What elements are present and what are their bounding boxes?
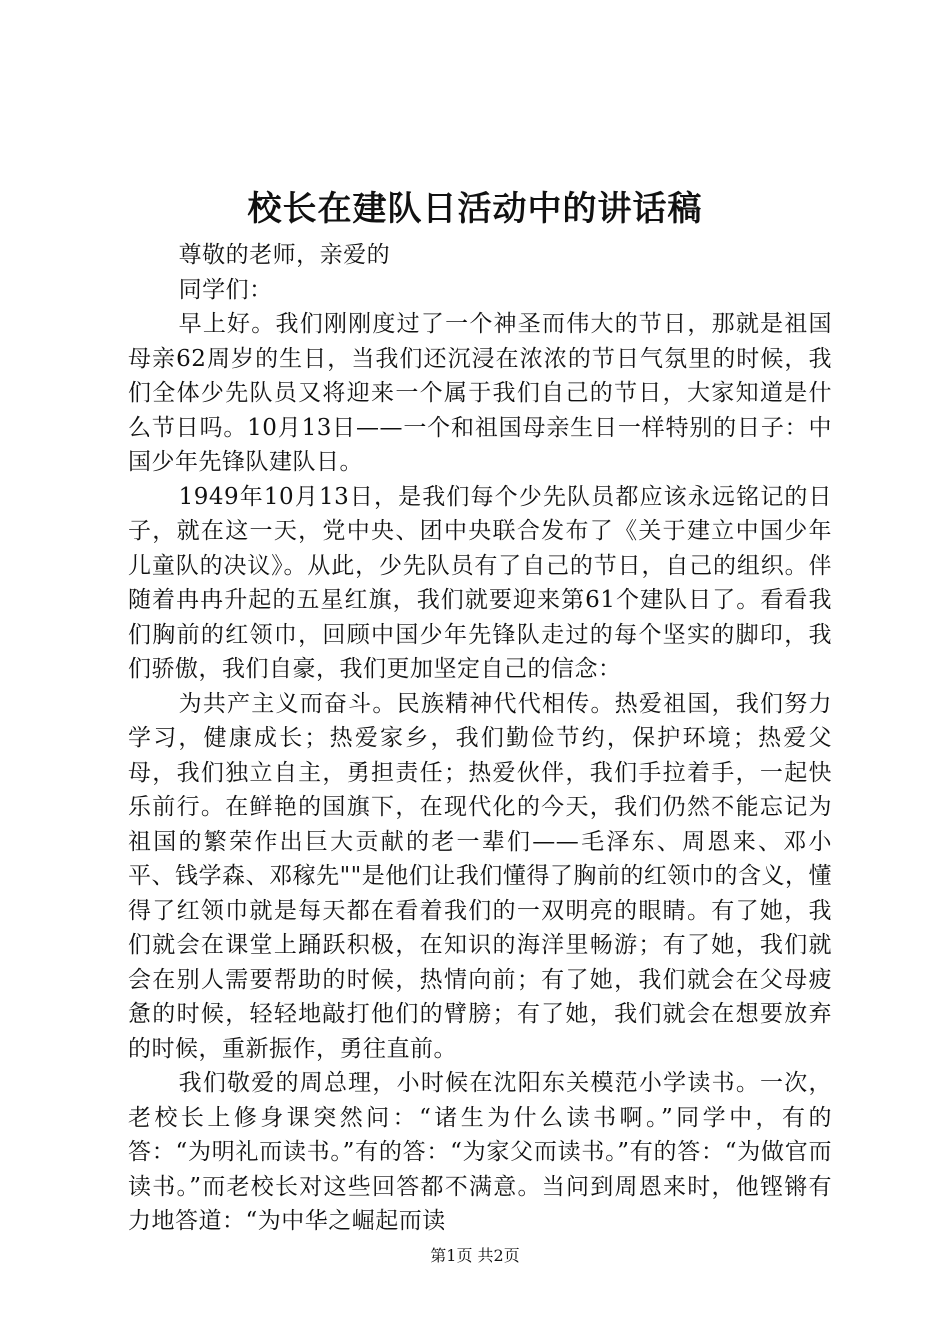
- paragraph-zhou-enlai: 我们敬爱的周总理，小时候在沈阳东关模范小学读书。一次，老校长上修身课突然问：“诸生为什么读书啊。”同学中，有的答：“为明礼而读书。”有的答：“为家父而读书。”有的答：“为做官而读书。”而老校长对这些回答都不满意。当问到周恩来时，他铿锵有力地答道：“为中华之崛起而读: [128, 1070, 832, 1234]
- paragraph-belief: 为共产主义而奋斗。民族精神代代相传。热爱祖国，我们努力学习，健康成长；热爱家乡，我们勤俭节约，保护环境；热爱父母，我们独立自主，勇担责任；热爱伙伴，我们手拉着手，一起快乐前行。在鲜艳的国旗下，在现代化的今天，我们仍然不能忘记为祖国的繁荣作出巨大贡献的老一辈们——毛泽东、周恩来、邓小平、钱学森、邓稼先""是他们让我们懂得了胸前的红领巾的含义，懂得了红领巾就是每天都在看着我们的一双明亮的眼睛。有了她，我们就会在课堂上踊跃积极，在知识的海洋里畅游；有了她，我们就会在别人需要帮助的时候，热情向前；有了她，我们就会在父母疲惫的时候，轻轻地敲打他们的臂膀；有了她，我们就会在想要放弃的时候，重新振作，勇往直前。: [128, 690, 832, 1062]
- page-footer: 第1页 共2页: [430, 1246, 520, 1265]
- document-title: 校长在建队日活动中的讲话稿: [247, 189, 703, 229]
- salutation-line-2: 同学们：: [178, 276, 273, 303]
- document-body: [128, 238, 832, 1239]
- salutation-line-1: 尊敬的老师，亲爱的: [178, 242, 391, 268]
- paragraph-history: 1949年10月13日，是我们每个少先队员都应该永远铭记的日子，就在这一天，党中央、团中央联合发布了《关于建立中国少年儿童队的决议》。从此，少先队员有了自己的节日，自己的组织。伴随着冉冉升起的五星红旗，我们就要迎来第61个建队日了。看看我们胸前的红领巾，回顾中国少年先锋队走过的每个坚实的脚印，我们骄傲，我们自豪，我们更加坚定自己的信念：: [128, 483, 832, 682]
- paragraph-greeting: 早上好。我们刚刚度过了一个神圣而伟大的节日，那就是祖国母亲62周岁的生日，当我们还沉浸在浓浓的节日气氛里的时候，我们全体少先队员又将迎来一个属于我们自己的节日，大家知道是什么节日吗。10月13日——一个和祖国母亲生日一样特别的日子：中国少年先锋队建队日。: [128, 311, 832, 475]
